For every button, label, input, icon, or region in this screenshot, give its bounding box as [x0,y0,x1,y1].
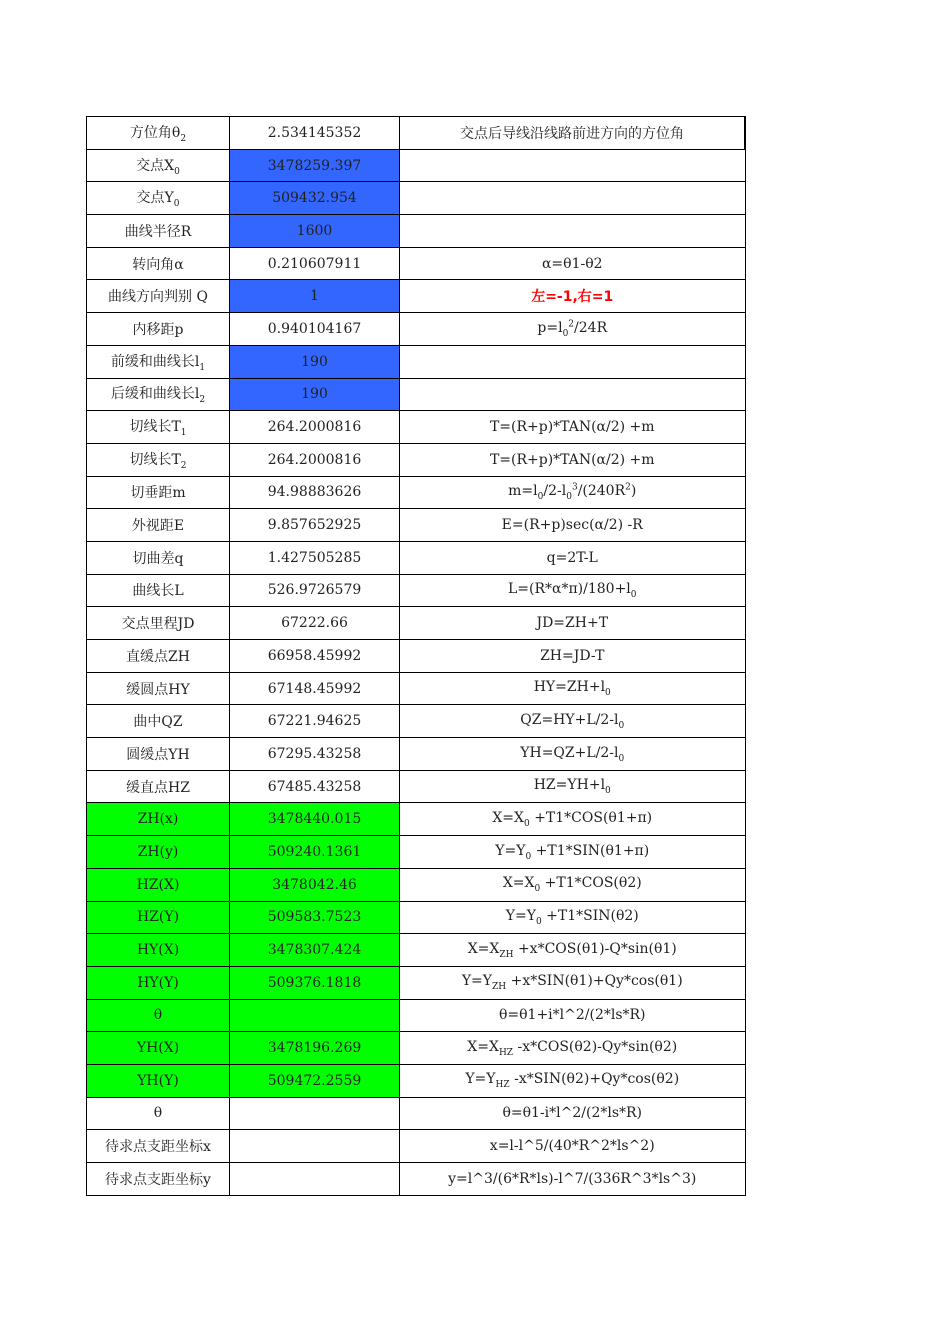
formula-text: x=l-l^5/(40*R^2*ls^2) [489,1138,655,1155]
formula-cell[interactable] [400,182,746,215]
formula-cell[interactable] [400,901,746,934]
sheet-body [87,117,746,1196]
value-cell[interactable] [230,476,400,509]
label-subscript: 0 [173,199,180,210]
formula-text: y=l^3/(6*R*ls)-l^7/(336R^3*ls^3) [448,1170,697,1187]
parameter-label: 切垂距m [130,485,186,502]
parameter-label: 交点里程JD [121,616,195,633]
table-row [87,672,746,705]
formula-cell[interactable] [400,1163,746,1196]
parameter-label-cell[interactable] [87,738,230,771]
formula-cell[interactable] [400,607,746,640]
formula-cell[interactable] [400,1064,746,1097]
table-row [87,509,746,542]
value-cell[interactable] [230,182,400,215]
value-text: 190 [301,353,328,370]
value-cell[interactable] [230,803,400,836]
formula-text: T=(R+p)*TAN(α/2) +m [489,419,655,436]
parameter-label: ZH(y) [137,843,179,860]
parameter-label-cell[interactable] [87,966,230,999]
parameter-label-cell[interactable] [87,541,230,574]
value-text: 190 [301,386,328,403]
parameter-label: 待求点支距坐标x [105,1139,211,1156]
table-row [87,901,746,934]
parameter-label: 内移距p [132,321,184,338]
parameter-label: HY(Y) [137,974,179,991]
value-cell[interactable] [230,345,400,378]
parameter-label: 前缓和曲线长l [110,353,200,370]
parameter-label-cell[interactable] [87,280,230,313]
formula-text: $p=l_0^2/24R$ [537,319,608,339]
formula-text: T=(R+p)*TAN(α/2) +m [489,451,655,468]
formula-cell[interactable] [400,1032,746,1065]
label-subscript: 2 [180,133,187,144]
value-cell[interactable] [230,999,400,1032]
value-cell[interactable] [230,640,400,673]
value-cell[interactable] [230,934,400,967]
parameter-label-cell[interactable] [87,1097,230,1130]
table-row [87,738,746,771]
table-row [87,966,746,999]
table-row [87,476,746,509]
parameter-label-cell[interactable] [87,149,230,182]
formula-cell[interactable] [400,117,746,150]
value-cell[interactable] [230,868,400,901]
table-row [87,182,746,215]
parameter-label-cell[interactable] [87,411,230,444]
value-cell[interactable] [230,509,400,542]
parameter-label: 曲线方向判别 Q [108,289,208,306]
parameter-label-cell[interactable] [87,999,230,1032]
formula-text: θ=θ1+i*l^2/(2*ls*R) [498,1007,646,1024]
label-subscript: 2 [199,395,206,406]
parameter-label: 曲中QZ [133,714,183,731]
parameter-label-cell[interactable] [87,345,230,378]
formula-text: E=(R+p)sec(α/2) -R [501,517,643,534]
parameter-label-cell[interactable] [87,509,230,542]
formula-cell[interactable] [400,966,746,999]
formula-text: $Y=Y_0 +T1*SIN(\theta 1+\pi)$ [495,842,650,862]
value-cell[interactable] [230,770,400,803]
parameter-label-cell[interactable] [87,313,230,346]
value-cell[interactable] [230,280,400,313]
formula-cell[interactable] [400,1130,746,1163]
label-subscript: 0 [174,166,180,177]
value-text: 264.2000816 [267,419,362,436]
value-cell[interactable] [230,738,400,771]
table-row [87,117,746,150]
value-text: 0.940104167 [267,320,362,337]
table-row [87,999,746,1032]
value-cell[interactable] [230,1130,400,1163]
parameter-label-cell[interactable] [87,117,230,150]
formula-text: $Y=Y_{ZH} +x*SIN(\theta 1)+Qy*\cos(\theta 1)$ [461,973,683,993]
table-row [87,803,746,836]
table-row [87,247,746,280]
formula-cell[interactable] [400,770,746,803]
value-cell[interactable] [230,1163,400,1196]
parameter-label-cell[interactable] [87,378,230,411]
parameter-label-cell[interactable] [87,182,230,215]
value-text: 67485.43258 [267,778,362,795]
formula-cell[interactable] [400,378,746,411]
value-text: 1 [310,288,319,305]
formula-cell[interactable] [400,999,746,1032]
table-row [87,280,746,313]
formula-text: $L=(R*\alpha*\pi)/180+l_0$ [507,581,637,600]
formula-text: $X=X_0 +T1*COS(\theta 2)$ [502,875,642,895]
parameter-label-cell[interactable] [87,770,230,803]
formula-cell[interactable] [400,280,746,313]
table-row [87,149,746,182]
formula-text: $HZ=YH+l_0$ [533,777,611,796]
formula-cell[interactable] [400,476,746,509]
parameter-label: 曲线半径R [124,223,192,240]
value-text: 9.857652925 [267,517,362,534]
value-cell[interactable] [230,672,400,705]
formula-text: α=θ1-θ2 [541,255,603,272]
curve-calculation-sheet [86,116,746,1196]
formula-cell[interactable] [400,738,746,771]
formula-text: ZH=JD-T [540,647,605,664]
parameter-label-cell[interactable] [87,901,230,934]
formula-cell[interactable] [400,640,746,673]
table-row [87,607,746,640]
value-text: 2.534145352 [267,124,362,141]
value-text: 509376.1818 [267,974,362,991]
value-cell[interactable] [230,574,400,607]
value-text: 67221.94625 [267,713,362,730]
value-cell[interactable] [230,215,400,248]
parameter-label: 圆缓点YH [126,746,190,763]
formula-cell[interactable] [400,541,746,574]
value-text: 509432.954 [272,190,357,207]
table-row [87,1163,746,1196]
table-row [87,313,746,346]
value-text: 66958.45992 [267,647,362,664]
parameter-label: θ [153,1105,163,1122]
value-cell[interactable] [230,443,400,476]
formula-cell[interactable] [400,443,746,476]
formula-text: $Y=Y_0 +T1*SIN(\theta 2)$ [505,907,639,927]
parameter-label: 切曲差q [132,550,184,567]
parameter-label: 后缓和曲线长l [110,386,200,403]
value-text: 1.427505285 [267,549,362,566]
formula-cell[interactable] [400,672,746,705]
value-text: 67148.45992 [267,680,362,697]
parameter-label-cell[interactable] [87,705,230,738]
table-row [87,541,746,574]
parameter-label: ZH(x) [137,811,179,828]
parameter-label: HY(X) [136,942,180,959]
parameter-label: 切线长T [129,419,181,436]
value-text: 1600 [296,222,333,239]
parameter-label: HZ(X) [136,876,180,893]
parameter-label-cell[interactable] [87,672,230,705]
parameter-label: θ [153,1007,163,1024]
parameter-label: 交点Y [136,190,174,207]
table-row [87,215,746,248]
table-row [87,868,746,901]
value-cell[interactable] [230,541,400,574]
value-cell[interactable] [230,247,400,280]
parameter-label: 切线长T [129,451,181,468]
parameter-label-cell[interactable] [87,1163,230,1196]
parameter-label: HZ(Y) [136,909,180,926]
formula-cell[interactable] [400,868,746,901]
formula-cell[interactable] [400,574,746,607]
formula-cell[interactable] [400,934,746,967]
value-cell[interactable] [230,705,400,738]
formula-cell[interactable] [400,345,746,378]
parameter-label: 转向角α [132,256,184,273]
value-text: 509472.2559 [267,1072,362,1089]
formula-text: $X=X_0 +T1*COS(\theta 1+\pi)$ [492,809,653,829]
formula-text: $HY=ZH+l_0$ [533,679,611,698]
formula-cell[interactable] [400,149,746,182]
value-cell[interactable] [230,1064,400,1097]
value-text: 0.210607911 [267,255,362,272]
parameter-label-cell[interactable] [87,574,230,607]
value-text: 3478259.397 [267,157,362,174]
parameter-label: 方位角θ [129,124,181,141]
parameter-label-cell[interactable] [87,1130,230,1163]
formula-cell[interactable] [400,247,746,280]
parameter-label: 曲线长L [132,583,184,600]
parameter-label: 交点X [136,157,175,174]
value-text: 67222.66 [281,615,348,632]
parameter-label-cell[interactable] [87,215,230,248]
formula-cell[interactable] [400,313,746,346]
parameter-label: YH(Y) [137,1072,179,1089]
formula-text: $QZ=HY+L/2-l_0$ [520,711,625,731]
parameter-label: 直缓点ZH [126,648,190,665]
formula-text: θ=θ1-i*l^2/(2*ls*R) [502,1105,643,1122]
parameter-label-cell[interactable] [87,868,230,901]
formula-cell[interactable] [400,803,746,836]
value-text: 509240.1361 [267,843,362,860]
table-row [87,770,746,803]
formula-text: $Y=Y_{HZ}$ -x*SIN(θ2)+Qy*cos(θ2) [465,1071,680,1091]
formula-text: $m=l_0/2-l_0^3/(240R^2)$ [508,482,637,503]
value-cell[interactable] [230,378,400,411]
value-text: 526.9726579 [267,582,362,599]
value-text: 67295.43258 [267,745,362,762]
value-cell[interactable] [230,901,400,934]
value-text: 3478440.015 [267,811,362,828]
parameter-label-cell[interactable] [87,934,230,967]
table-row [87,345,746,378]
value-cell[interactable] [230,836,400,869]
table-row [87,1064,746,1097]
formula-text: $YH=QZ+L/2-l_0$ [520,744,625,764]
parameter-label: 外视距E [131,518,185,535]
formula-text: 交点后导线沿线路前进方向的方位角 [460,125,684,142]
value-cell[interactable] [230,966,400,999]
parameter-label-cell[interactable] [87,836,230,869]
parameter-label-cell[interactable] [87,607,230,640]
formula-text: q=2T-L [546,549,598,566]
parameter-label: YH(X) [136,1040,180,1057]
parameter-label-cell[interactable] [87,640,230,673]
value-text: 3478307.424 [267,942,362,959]
parameter-label-cell[interactable] [87,443,230,476]
table-row [87,836,746,869]
table-row [87,1097,746,1130]
value-text: 264.2000816 [267,451,362,468]
formula-cell[interactable] [400,1097,746,1130]
value-cell[interactable] [230,411,400,444]
parameter-label-cell[interactable] [87,1064,230,1097]
label-subscript: 2 [180,460,187,471]
value-text: 94.98883626 [267,484,362,501]
formula-cell[interactable] [400,509,746,542]
table-row [87,934,746,967]
table-row [87,411,746,444]
label-subscript: 1 [180,427,187,438]
value-cell[interactable] [230,313,400,346]
value-cell[interactable] [230,1032,400,1065]
formula-text: $X=X_{HZ}$ -x*COS(θ2)-Qy*sin(θ2) [467,1038,678,1058]
parameter-label: 缓圆点HY [126,681,190,698]
formula-cell[interactable] [400,215,746,248]
parameter-label: 缓直点HZ [126,779,190,796]
formula-cell[interactable] [400,411,746,444]
value-text: 3478042.46 [272,876,357,893]
parameter-label-cell[interactable] [87,476,230,509]
table-row [87,574,746,607]
value-cell[interactable] [230,149,400,182]
parameter-label-cell[interactable] [87,247,230,280]
formula-text: JD=ZH+T [536,615,609,632]
parameter-label-cell[interactable] [87,803,230,836]
formula-cell[interactable] [400,836,746,869]
table-row [87,443,746,476]
formula-text: 左=-1,右=1 [531,289,614,306]
value-text: 3478196.269 [267,1040,362,1057]
table-row [87,640,746,673]
value-text: 509583.7523 [267,909,362,926]
value-cell[interactable] [230,117,400,150]
table-row [87,378,746,411]
table-row [87,1032,746,1065]
formula-cell[interactable] [400,705,746,738]
value-cell[interactable] [230,607,400,640]
parameter-label-cell[interactable] [87,1032,230,1065]
parameter-label: 待求点支距坐标y [105,1171,211,1188]
value-cell[interactable] [230,1097,400,1130]
table-row [87,1130,746,1163]
label-subscript: 1 [199,362,206,373]
formula-text: $X=X_{ZH} +x*COS(\theta 1)-Q*\sin(\theta 1)$ [467,940,677,960]
table-row [87,705,746,738]
